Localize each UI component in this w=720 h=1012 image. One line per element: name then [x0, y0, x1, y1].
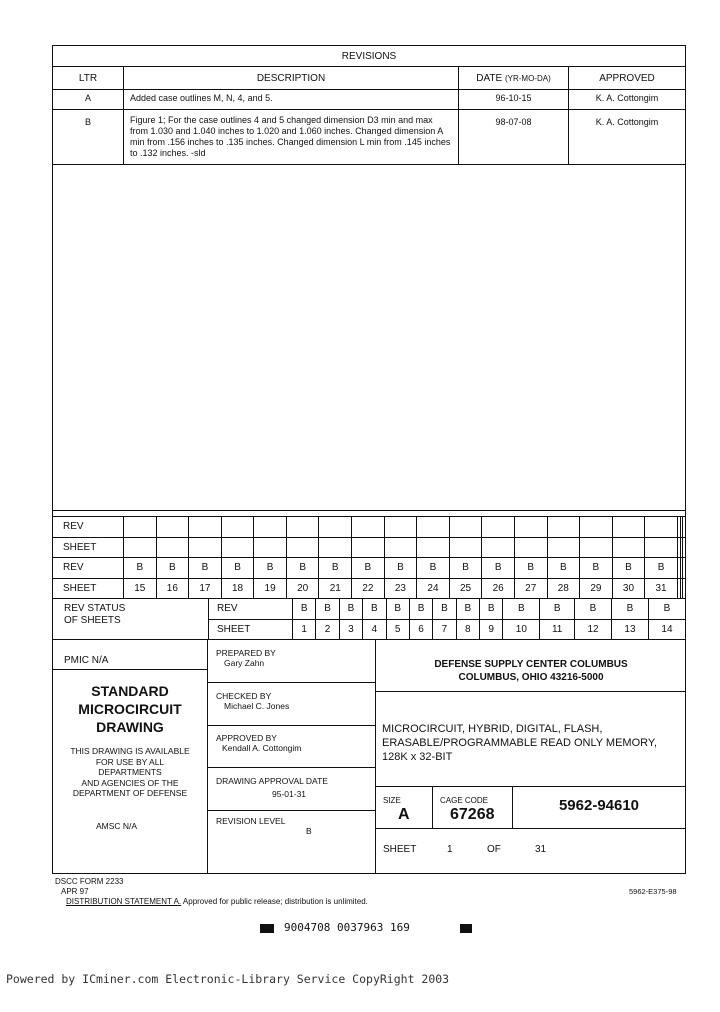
cage-code-value: 67268	[450, 806, 495, 823]
rev-grid-cell	[514, 537, 547, 558]
divider	[376, 828, 686, 829]
rev-grid-cell: B	[189, 558, 222, 579]
rev-grid-cell	[683, 537, 686, 558]
rev-status-sheet-cell: 2	[316, 619, 339, 640]
rev-status-rev-cell: B	[339, 599, 362, 620]
cage-code-label: CAGE CODE	[440, 796, 489, 805]
rev-status-rev-cell: B	[575, 599, 612, 620]
rev-grid-cell	[352, 537, 385, 558]
rev-row-a-approved: K. A. Cottongim	[569, 90, 686, 110]
rev-status-sheet-cell: 11	[540, 619, 575, 640]
rev-grid-cell: 30	[612, 578, 645, 599]
divider	[208, 725, 376, 726]
rev-status-label: REV STATUS OF SHEETS	[64, 603, 126, 626]
rev-grid-cell: B	[221, 558, 254, 579]
rev-grid-cell	[124, 517, 157, 538]
rev-grid-cell: 15	[124, 578, 157, 599]
ltr-header: LTR	[53, 67, 124, 90]
rev-grid-cell	[417, 517, 450, 538]
rev-grid-cell: 25	[449, 578, 482, 599]
rev-grid-cell	[612, 517, 645, 538]
rev-status-sheet-cell: 1	[293, 619, 316, 640]
barcode-mark-left	[260, 924, 274, 933]
grid-rev-label: REV	[53, 517, 124, 538]
rev-grid-cell: B	[286, 558, 319, 579]
rev-status-rev-cell: B	[293, 599, 316, 620]
barcode-text: 9004708 0037963 169	[284, 921, 410, 934]
of-label: OF	[487, 844, 501, 855]
rev-status-rev-cell: B	[648, 599, 685, 620]
rev-grid-cell	[683, 578, 686, 599]
rev-grid-cell	[645, 517, 678, 538]
grid-sheet-label: SHEET	[53, 537, 124, 558]
rev-grid-cell: B	[319, 558, 352, 579]
form-number: DSCC FORM 2233 APR 97	[55, 877, 124, 896]
rev-status-sheet-cell: 3	[339, 619, 362, 640]
rev-grid-cell: 17	[189, 578, 222, 599]
revisions-title: REVISIONS	[53, 46, 686, 67]
rev-status-rev-cell: B	[503, 599, 540, 620]
barcode-mark-right	[460, 924, 472, 933]
rev-grid-cell: 26	[482, 578, 515, 599]
powered-by-footer: Powered by ICminer.com Electronic-Library Service CopyRight 2003	[6, 972, 450, 986]
grid-sheet-label-2: SHEET	[53, 578, 124, 599]
rev-grid-cell: 16	[156, 578, 189, 599]
rev-row-b-approved: K. A. Cottongim	[569, 110, 686, 165]
rev-grid-cell: 18	[221, 578, 254, 599]
rev-grid-cell	[514, 517, 547, 538]
rev-grid-cell	[645, 537, 678, 558]
rev-grid-cell	[254, 537, 287, 558]
rev-grid-cell	[189, 517, 222, 538]
rev-grid-cell: B	[384, 558, 417, 579]
rev-grid-cell	[482, 537, 515, 558]
date-header: DATE (YR-MO-DA)	[459, 67, 569, 90]
rev-grid-cell: B	[156, 558, 189, 579]
rev-status-grid	[208, 598, 686, 640]
rev-grid-cell	[547, 517, 580, 538]
rev-grid-cell	[319, 517, 352, 538]
rev-grid-cell	[384, 517, 417, 538]
rev-grid-cell: B	[645, 558, 678, 579]
rev-grid-cell: 24	[417, 578, 450, 599]
rev-grid-cell: B	[482, 558, 515, 579]
rev-status-rev-cell: B	[540, 599, 575, 620]
rev-row-b-description: Figure 1; For the case outlines 4 and 5 changed dimension D3 min and max from 1.030 and 1.040 inches to 1.020 and 1.060 inches. Changed dimension A min from .156 inches to .135 inches. Changed dimension L min from .145 inches to .132 inches. -sld	[124, 110, 459, 165]
rev-grid-cell: 22	[352, 578, 385, 599]
rev-status-rev-cell: B	[433, 599, 456, 620]
rev-grid-cell	[221, 537, 254, 558]
rev-status-rev-cell: B	[363, 599, 386, 620]
sheet-value: 1	[447, 844, 453, 855]
rev-grid-cell	[580, 537, 613, 558]
rev-grid-cell: B	[514, 558, 547, 579]
rev-status-sheet-cell: 13	[611, 619, 648, 640]
rev-grid-cell: 19	[254, 578, 287, 599]
rev-status-sheet-cell: 12	[575, 619, 612, 640]
divider	[376, 786, 686, 787]
rev-status-sheet-cell: 10	[503, 619, 540, 640]
rev-status-sheet-cell: 8	[456, 619, 479, 640]
rev-row-a-description: Added case outlines M, N, 4, and 5.	[124, 90, 459, 110]
rev-grid-cell: B	[352, 558, 385, 579]
rev-row-a-date: 96-10-15	[459, 90, 569, 110]
checked-by: CHECKED BY Michael C. Jones	[216, 691, 290, 711]
approval-date: DRAWING APPROVAL DATE 95-01-31	[216, 776, 328, 799]
size-value: A	[398, 806, 410, 823]
rev-grid-cell: B	[254, 558, 287, 579]
rev-grid-cell: 20	[286, 578, 319, 599]
drawing-number: 5962-94610	[558, 797, 640, 814]
rev-grid-cell	[417, 537, 450, 558]
size-label: SIZE	[383, 796, 401, 805]
rev-status-sheet-cell: 9	[480, 619, 503, 640]
rev-grid-cell	[319, 537, 352, 558]
rev-grid-cell	[352, 517, 385, 538]
rev-grid-cell: B	[612, 558, 645, 579]
rev-grid-cell: B	[449, 558, 482, 579]
rev-grid-cell	[156, 517, 189, 538]
rev-grid-cell	[189, 537, 222, 558]
rev-status-sheet-cell: 6	[409, 619, 432, 640]
approved-header: APPROVED	[569, 67, 686, 90]
rev-status-sheet-cell: 7	[433, 619, 456, 640]
rev-status-rev-cell: B	[409, 599, 432, 620]
rev-status-rev-cell: B	[316, 599, 339, 620]
pmic-label: PMIC N/A	[64, 655, 109, 666]
rev-grid-cell	[580, 517, 613, 538]
rev-status-rev-cell: B	[611, 599, 648, 620]
status-rev-label: REV	[209, 599, 293, 620]
rev-grid-cell: B	[580, 558, 613, 579]
divider	[432, 786, 433, 828]
rev-grid-cell	[683, 558, 686, 579]
rev-grid-cell	[482, 517, 515, 538]
divider	[52, 669, 208, 670]
rev-grid-cell	[156, 537, 189, 558]
sheet-label: SHEET	[383, 844, 417, 855]
description-header: DESCRIPTION	[124, 67, 459, 90]
revision-level-value: B	[306, 826, 312, 836]
status-sheet-label: SHEET	[209, 619, 293, 640]
rev-grid-cell: B	[547, 558, 580, 579]
rev-grid-cell: B	[417, 558, 450, 579]
rev-grid-cell: 31	[645, 578, 678, 599]
divider	[208, 767, 376, 768]
rev-grid-cell	[449, 517, 482, 538]
drawing-title: MICROCIRCUIT, HYBRID, DIGITAL, FLASH, ERASABLE/PROGRAMMABLE READ ONLY MEMORY, 128K x 32-BIT	[382, 723, 657, 763]
rev-row-b-ltr: B	[53, 110, 124, 165]
rev-grid-cell	[221, 517, 254, 538]
rev-status-sheet-cell: 14	[648, 619, 685, 640]
rev-grid-cell: 27	[514, 578, 547, 599]
agency-block: DEFENSE SUPPLY CENTER COLUMBUS COLUMBUS, OHIO 43216-5000	[434, 659, 628, 683]
divider	[208, 810, 376, 811]
approved-by: APPROVED BY Kendall A. Cottongim	[216, 733, 302, 753]
rev-grid-cell: 29	[580, 578, 613, 599]
rev-grid-cell	[612, 537, 645, 558]
rev-grid-cell	[124, 537, 157, 558]
rev-status-rev-cell: B	[480, 599, 503, 620]
rev-grid-cell	[254, 517, 287, 538]
of-value: 31	[535, 844, 547, 855]
rev-row-b-date: 98-07-08	[459, 110, 569, 165]
grid-rev-label-2: REV	[53, 558, 124, 579]
rev-grid-cell	[449, 537, 482, 558]
rev-grid-cell	[683, 517, 686, 538]
rev-grid-cell	[286, 537, 319, 558]
rev-status-rev-cell: B	[386, 599, 409, 620]
rev-grid-cell: 21	[319, 578, 352, 599]
rev-grid-cell	[286, 517, 319, 538]
prepared-by: PREPARED BY Gary Zahn	[216, 648, 276, 668]
rev-grid-cell: B	[124, 558, 157, 579]
divider	[208, 682, 376, 683]
rev-status-sheet-cell: 4	[363, 619, 386, 640]
sign-block	[208, 639, 376, 874]
rev-status-sheet-cell: 5	[386, 619, 409, 640]
revision-level-label: REVISION LEVEL	[216, 816, 286, 826]
standard-microcircuit-drawing: STANDARD MICROCIRCUIT DRAWING	[78, 683, 182, 735]
divider	[376, 691, 686, 692]
rev-grid-cell: 23	[384, 578, 417, 599]
rev-sheet-grid	[52, 516, 686, 599]
distribution-statement: DISTRIBUTION STATEMENT A. Approved for public release; distribution is unlimited.	[66, 897, 368, 906]
rev-grid-cell	[384, 537, 417, 558]
rev-status-rev-cell: B	[456, 599, 479, 620]
document-code: 5962-E375-98	[629, 887, 677, 896]
rev-row-a-ltr: A	[53, 90, 124, 110]
rev-grid-cell	[547, 537, 580, 558]
rev-grid-cell: 28	[547, 578, 580, 599]
amsc-label: AMSC N/A	[96, 821, 138, 831]
availability-statement: THIS DRAWING IS AVAILABLE FOR USE BY ALL DEPARTMENTS AND AGENCIES OF THE DEPARTMENT OF DEFENSE	[70, 746, 190, 798]
